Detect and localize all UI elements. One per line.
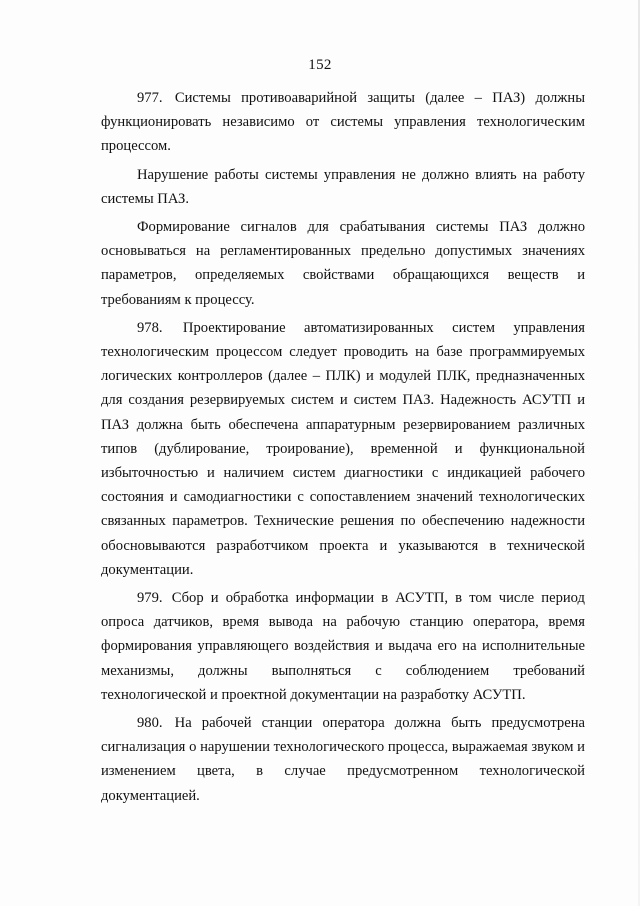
paragraph-text: Сбор и обработка информации в АСУТП, в том числе период опроса датчиков, время вывода на рабочую станцию оператора, время формирования управляющего воздействия и выдача его на исполнительные механизмы, должны выполняться с соблюдением требований технологической и проектной документации на разработку АСУТП. [101, 590, 585, 703]
paragraph-977-2 [101, 163, 585, 211]
paragraph-number: 977. [137, 90, 163, 106]
paragraph-number: 979. [137, 590, 163, 607]
paragraph-number: 980. [137, 715, 163, 732]
paragraph-980 [101, 711, 585, 808]
paragraph-979 [101, 586, 585, 707]
paragraph-text: Формирование сигналов для срабатывания системы ПАЗ должно основываться на регламентированных предельно допустимых значениях параметров, определяемых свойствами обращающихся веществ и требованиям к процессу. [101, 219, 585, 308]
paragraph-text: Системы противоаварийной защиты (далее – ПАЗ) должны функционировать независимо от системы управления технологическим процессом. [101, 90, 585, 155]
paragraph-text: Проектирование автоматизированных систем управления технологическим процессом следует проводить на базе программируемых логических контроллеров (далее – ПЛК) и модулей ПЛК, предназначенных для создания резервируемых систем и систем ПАЗ. Надежность АСУТП и ПАЗ должна быть обеспечена аппаратурным резервированием различных типов (дублирование, троирование), временной и функциональной избыточностью и наличием систем диагностики с индикацией рабочего состояния и самодиагностики с сопоставлением значений технологических связанных параметров. Технические решения по обеспечению надежности обосновываются разработчиком проекта и указываются в технической документации. [101, 319, 585, 578]
paragraph-number: 978. [137, 319, 163, 336]
paragraph-977 [101, 86, 585, 159]
paragraph-977-3 [101, 215, 585, 312]
paragraph-978 [101, 316, 585, 582]
paragraph-text: Нарушение работы системы управления не должно влиять на работу системы ПАЗ. [101, 166, 585, 207]
document-body [101, 86, 585, 812]
page-number: 152 [308, 57, 332, 73]
paragraph-text: На рабочей станции оператора должна быть предусмотрена сигнализация о нарушении технологического процесса, выражаемая звуком и изменением цвета, в случае предусмотренном технологической документацией. [101, 715, 585, 804]
